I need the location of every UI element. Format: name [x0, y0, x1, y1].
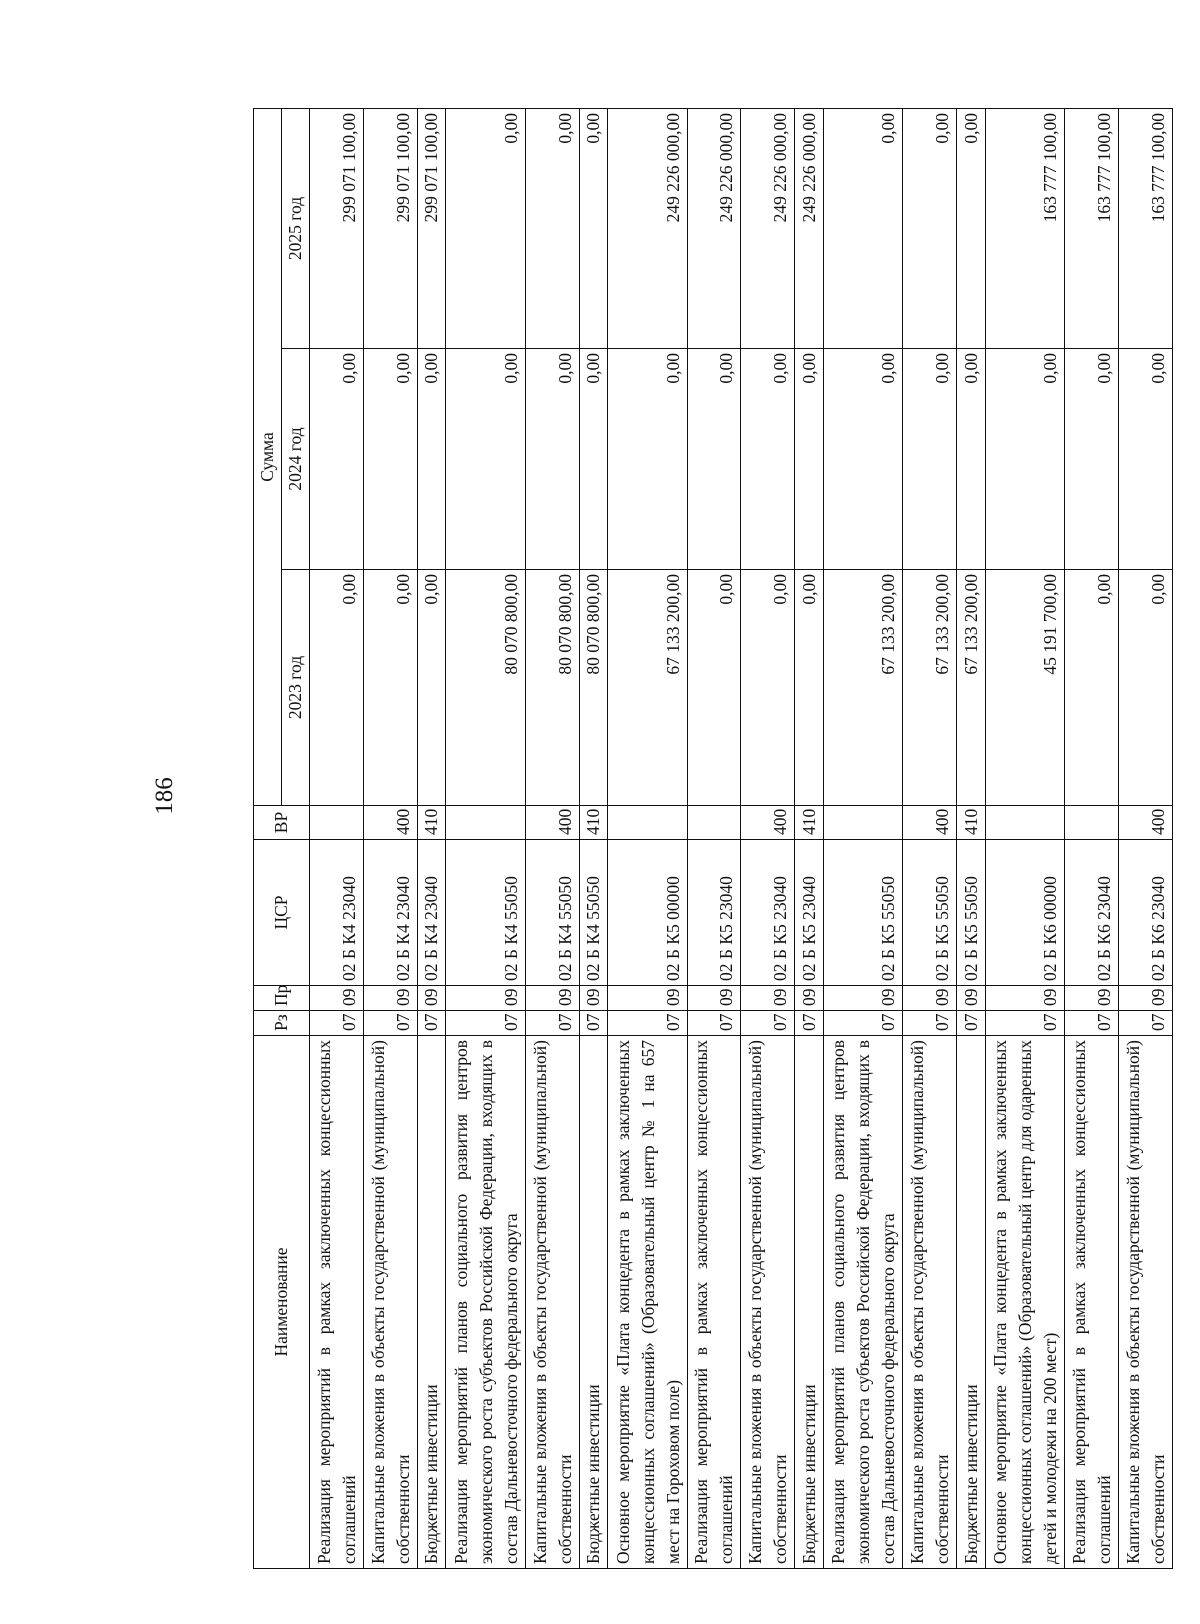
cell-name: Бюджетные инвестиции [957, 1036, 985, 1569]
cell-name: Реализация мероприятий планов социального развития центров экономического роста субъектов Российской Федерации, входящих в состав Дальневосточного федерального округа [446, 1036, 525, 1569]
cell-name: Бюджетные инвестиции [417, 1036, 445, 1569]
cell-y2024: 0,00 [957, 349, 985, 570]
cell-rz: 07 [823, 1011, 902, 1036]
cell-y2024: 0,00 [417, 349, 445, 570]
cell-y2025: 163 777 100,00 [985, 108, 1064, 348]
cell-y2025: 299 071 100,00 [310, 108, 364, 348]
cell-pr: 09 [985, 986, 1064, 1011]
cell-pr: 09 [310, 986, 364, 1011]
table-row [985, 108, 1064, 1568]
cell-name: Капитальные вложения в объекты государственной (муниципальной) собственности [1119, 1036, 1173, 1569]
cell-y2023: 0,00 [795, 570, 823, 806]
cell-y2023: 67 133 200,00 [823, 570, 902, 806]
cell-y2023: 67 133 200,00 [957, 570, 985, 806]
table-row [608, 108, 687, 1568]
cell-rz: 07 [446, 1011, 525, 1036]
table-row [903, 108, 957, 1568]
cell-pr: 09 [446, 986, 525, 1011]
cell-vr: 410 [957, 806, 985, 840]
cell-name: Капитальные вложения в объекты государственной (муниципальной) собственности [363, 1036, 417, 1569]
cell-name: Реализация мероприятий в рамках заключенных концессионных соглашений [1065, 1036, 1119, 1569]
cell-y2023: 80 070 800,00 [579, 570, 607, 806]
cell-pr: 09 [741, 986, 795, 1011]
cell-csr: 02 Б К6 23040 [1065, 840, 1119, 986]
cell-csr: 02 Б К5 55050 [823, 840, 902, 986]
cell-y2025: 299 071 100,00 [417, 108, 445, 348]
cell-rz: 07 [1119, 1011, 1173, 1036]
header-csr: ЦСР [254, 840, 310, 986]
table-row [795, 108, 823, 1568]
cell-rz: 07 [985, 1011, 1064, 1036]
cell-pr: 09 [823, 986, 902, 1011]
cell-pr: 09 [579, 986, 607, 1011]
cell-y2023: 0,00 [1119, 570, 1173, 806]
cell-name: Бюджетные инвестиции [579, 1036, 607, 1569]
header-vr: ВР [254, 806, 310, 840]
cell-csr: 02 Б К4 23040 [417, 840, 445, 986]
cell-name: Основное мероприятие «Плата концедента в рамках заключенных концессионных соглашений» (Образовательный центр № 1 на 657 мест на Гороховом поле) [608, 1036, 687, 1569]
rotated-table-container [253, 109, 1173, 1569]
table-row [823, 108, 902, 1568]
cell-y2024: 0,00 [1065, 349, 1119, 570]
table-row [417, 108, 445, 1568]
cell-name: Реализация мероприятий планов социального развития центров экономического роста субъектов Российской Федерации, входящих в состав Дальневосточного федерального округа [823, 1036, 902, 1569]
cell-pr: 09 [417, 986, 445, 1011]
cell-csr: 02 Б К5 23040 [795, 840, 823, 986]
cell-y2024: 0,00 [608, 349, 687, 570]
cell-y2025: 249 226 000,00 [687, 108, 741, 348]
header-pr: Пр [254, 986, 310, 1011]
cell-rz: 07 [1065, 1011, 1119, 1036]
cell-pr: 09 [1119, 986, 1173, 1011]
cell-csr: 02 Б К6 23040 [1119, 840, 1173, 986]
cell-y2023: 80 070 800,00 [525, 570, 579, 806]
cell-csr: 02 Б К4 55050 [525, 840, 579, 986]
cell-csr: 02 Б К5 23040 [741, 840, 795, 986]
cell-csr: 02 Б К5 23040 [687, 840, 741, 986]
cell-y2024: 0,00 [741, 349, 795, 570]
cell-pr: 09 [903, 986, 957, 1011]
cell-vr: 410 [795, 806, 823, 840]
cell-y2023: 0,00 [363, 570, 417, 806]
cell-y2023: 45 191 700,00 [985, 570, 1064, 806]
cell-y2023: 80 070 800,00 [446, 570, 525, 806]
cell-csr: 02 Б К5 55050 [903, 840, 957, 986]
cell-pr: 09 [363, 986, 417, 1011]
cell-y2025: 0,00 [957, 108, 985, 348]
cell-vr: 410 [417, 806, 445, 840]
cell-csr: 02 Б К4 23040 [310, 840, 364, 986]
cell-y2025: 163 777 100,00 [1065, 108, 1119, 348]
header-name: Наименование [254, 1036, 310, 1569]
cell-csr: 02 Б К4 55050 [446, 840, 525, 986]
cell-vr: 400 [903, 806, 957, 840]
budget-table [253, 108, 1173, 1569]
cell-csr: 02 Б К6 00000 [985, 840, 1064, 986]
cell-pr: 09 [795, 986, 823, 1011]
cell-y2025: 249 226 000,00 [608, 108, 687, 348]
cell-pr: 09 [687, 986, 741, 1011]
cell-y2025: 0,00 [823, 108, 902, 348]
cell-y2024: 0,00 [903, 349, 957, 570]
table-row [1119, 108, 1173, 1568]
cell-rz: 07 [417, 1011, 445, 1036]
cell-y2023: 0,00 [741, 570, 795, 806]
cell-vr [985, 806, 1064, 840]
cell-csr: 02 Б К5 00000 [608, 840, 687, 986]
page-number: 186 [150, 777, 178, 815]
table-row [310, 108, 364, 1568]
cell-y2024: 0,00 [310, 349, 364, 570]
cell-y2023: 0,00 [417, 570, 445, 806]
cell-y2024: 0,00 [795, 349, 823, 570]
cell-rz: 07 [579, 1011, 607, 1036]
cell-y2024: 0,00 [363, 349, 417, 570]
cell-y2024: 0,00 [687, 349, 741, 570]
cell-y2025: 0,00 [903, 108, 957, 348]
cell-y2024: 0,00 [985, 349, 1064, 570]
table-row [957, 108, 985, 1568]
header-rz: Рз [254, 1011, 310, 1036]
cell-csr: 02 Б К4 23040 [363, 840, 417, 986]
cell-y2024: 0,00 [1119, 349, 1173, 570]
cell-y2024: 0,00 [525, 349, 579, 570]
table-row [687, 108, 741, 1568]
cell-y2025: 163 777 100,00 [1119, 108, 1173, 348]
cell-pr: 09 [957, 986, 985, 1011]
cell-rz: 07 [608, 1011, 687, 1036]
cell-vr [608, 806, 687, 840]
cell-y2025: 249 226 000,00 [741, 108, 795, 348]
table-row [1065, 108, 1119, 1568]
cell-y2023: 0,00 [310, 570, 364, 806]
header-2024: 2024 год [282, 349, 310, 570]
cell-rz: 07 [903, 1011, 957, 1036]
cell-name: Капитальные вложения в объекты государственной (муниципальной) собственности [525, 1036, 579, 1569]
cell-rz: 07 [363, 1011, 417, 1036]
cell-y2023: 67 133 200,00 [903, 570, 957, 806]
cell-rz: 07 [687, 1011, 741, 1036]
cell-vr: 400 [525, 806, 579, 840]
cell-y2023: 0,00 [687, 570, 741, 806]
table-row [446, 108, 525, 1568]
header-2023: 2023 год [282, 570, 310, 806]
cell-y2023: 0,00 [1065, 570, 1119, 806]
cell-name: Основное мероприятие «Плата концедента в рамках заключенных концессионных соглашений» (Образовательный центр для одаренных детей и молодежи на 200 мест) [985, 1036, 1064, 1569]
cell-y2025: 0,00 [579, 108, 607, 348]
cell-vr [823, 806, 902, 840]
cell-vr [446, 806, 525, 840]
cell-vr [1065, 806, 1119, 840]
cell-rz: 07 [525, 1011, 579, 1036]
cell-vr: 400 [363, 806, 417, 840]
cell-csr: 02 Б К5 55050 [957, 840, 985, 986]
cell-vr [310, 806, 364, 840]
table-row [363, 108, 417, 1568]
header-2025: 2025 год [282, 108, 310, 348]
cell-pr: 09 [608, 986, 687, 1011]
cell-name: Реализация мероприятий в рамках заключенных концессионных соглашений [687, 1036, 741, 1569]
cell-name: Бюджетные инвестиции [795, 1036, 823, 1569]
cell-y2025: 0,00 [525, 108, 579, 348]
cell-y2024: 0,00 [446, 349, 525, 570]
cell-vr: 410 [579, 806, 607, 840]
cell-vr: 400 [741, 806, 795, 840]
cell-y2023: 67 133 200,00 [608, 570, 687, 806]
cell-name: Капитальные вложения в объекты государственной (муниципальной) собственности [903, 1036, 957, 1569]
cell-vr [687, 806, 741, 840]
cell-y2024: 0,00 [579, 349, 607, 570]
cell-y2024: 0,00 [823, 349, 902, 570]
cell-vr: 400 [1119, 806, 1173, 840]
cell-rz: 07 [957, 1011, 985, 1036]
cell-name: Реализация мероприятий в рамках заключенных концессионных соглашений [310, 1036, 364, 1569]
cell-y2025: 249 226 000,00 [795, 108, 823, 348]
cell-csr: 02 Б К4 55050 [579, 840, 607, 986]
table-body [310, 108, 1173, 1568]
cell-y2025: 0,00 [446, 108, 525, 348]
table-row [525, 108, 579, 1568]
cell-rz: 07 [795, 1011, 823, 1036]
cell-rz: 07 [310, 1011, 364, 1036]
cell-rz: 07 [741, 1011, 795, 1036]
cell-y2025: 299 071 100,00 [363, 108, 417, 348]
cell-name: Капитальные вложения в объекты государственной (муниципальной) собственности [741, 1036, 795, 1569]
table-row [741, 108, 795, 1568]
header-sum: Сумма [254, 108, 282, 805]
cell-pr: 09 [525, 986, 579, 1011]
cell-pr: 09 [1065, 986, 1119, 1011]
table-row [579, 108, 607, 1568]
